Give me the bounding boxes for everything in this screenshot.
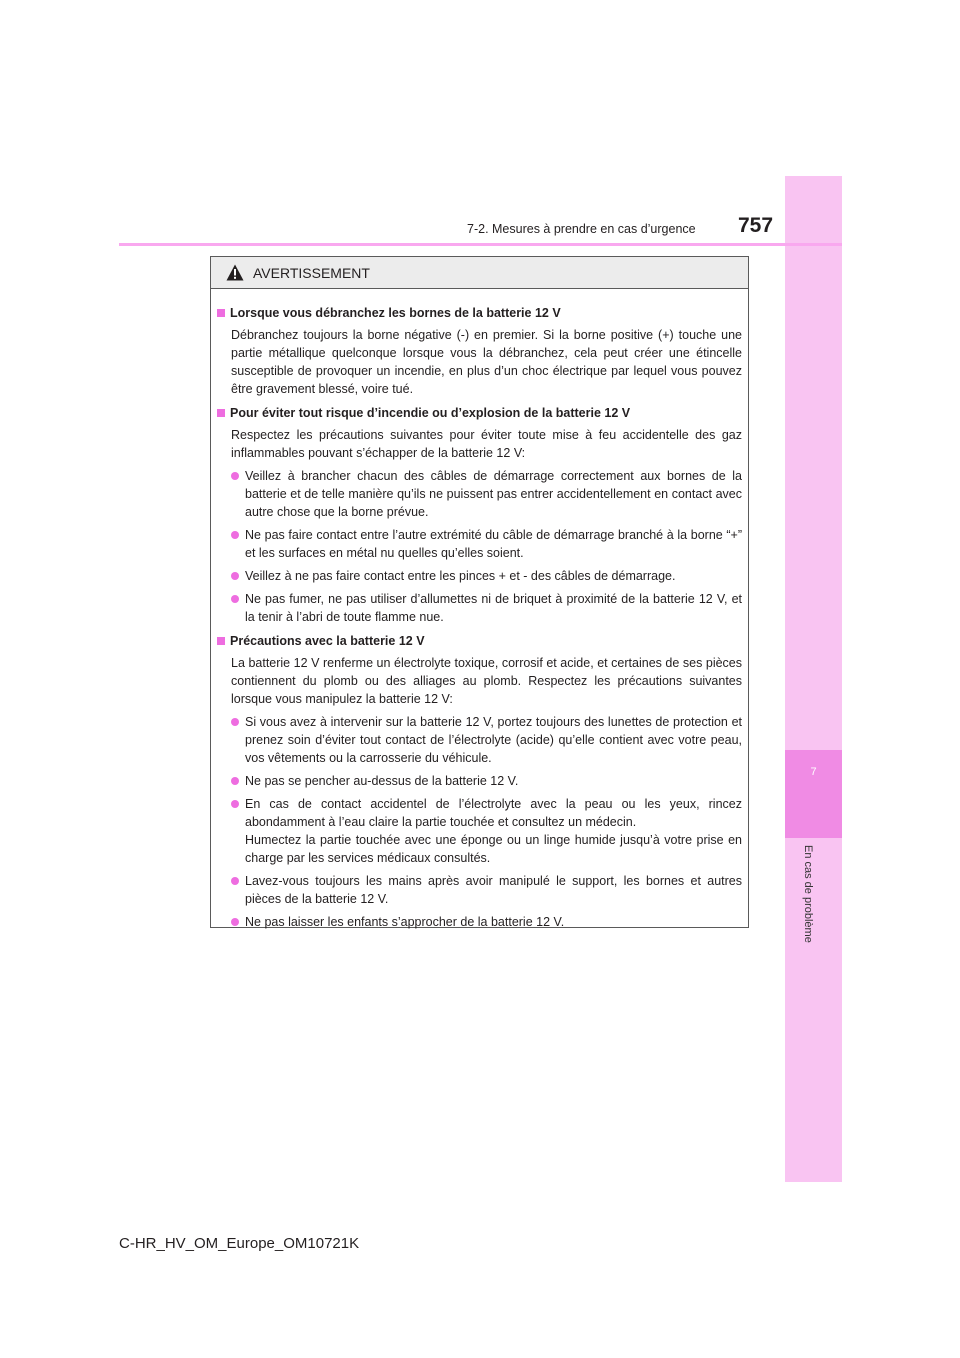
warning-box: [210, 256, 749, 928]
document-code: C-HR_HV_OM_Europe_OM10721K: [119, 1235, 360, 1252]
list-item: Ne pas se pencher au-dessus de la batterie 12 V.: [231, 772, 742, 790]
round-bullet-icon: [231, 800, 239, 808]
section-text: La batterie 12 V renferme un électrolyte toxique, corrosif et acide, et certaines de ses pièces contiennent du plomb ou des alliages au plomb. Respectez les précautions suivantes lorsque vous manipulez la batterie 12 V:: [231, 656, 742, 706]
chapter-title: En cas de problème: [802, 845, 814, 943]
round-bullet-icon: [231, 472, 239, 480]
section-title: 7-2. Mesures à prendre en cas d’urgence: [467, 222, 696, 236]
warning-title: AVERTISSEMENT: [253, 264, 370, 281]
round-bullet-icon: [231, 595, 239, 603]
round-bullet-icon: [231, 777, 239, 785]
list-item: Si vous avez à intervenir sur la batterie 12 V, portez toujours des lunettes de protection et prenez soin d’éviter tout contact de l’électrolyte (acide) qu’elle contient avec votre peau, vos vêtements ou la carrosserie du véhicule.: [231, 713, 742, 767]
round-bullet-icon: [231, 877, 239, 885]
square-bullet-icon: [217, 637, 225, 645]
round-bullet-icon: [231, 572, 239, 580]
list-item-text: En cas de contact accidentel de l’électrolyte avec la peau ou les yeux, rincez abondamment à l’eau claire la partie touchée et consultez un médecin.: [245, 797, 742, 829]
section-heading: Lorsque vous débranchez les bornes de la batterie 12 V: [217, 304, 742, 322]
round-bullet-icon: [231, 918, 239, 926]
list-item: Ne pas laisser les enfants s’approcher de la batterie 12 V.: [231, 913, 742, 931]
section-heading: Pour éviter tout risque d’incendie ou d’explosion de la batterie 12 V: [217, 404, 742, 422]
round-bullet-icon: [231, 718, 239, 726]
list-item: Veillez à ne pas faire contact entre les pinces + et - des câbles de démarrage.: [231, 567, 742, 585]
chapter-side-tab-active: [785, 750, 842, 838]
chapter-side-tab: [785, 176, 842, 1182]
square-bullet-icon: [217, 409, 225, 417]
page-number: 757: [738, 214, 774, 237]
section-text: Respectez les précautions suivantes pour éviter toute mise à feu accidentelle des gaz inflammables pouvant s’échapper de la batterie 12 V:: [231, 428, 742, 460]
list-item: Lavez-vous toujours les mains après avoir manipulé le support, les bornes et autres pièces de la batterie 12 V.: [231, 872, 742, 908]
list-item-continuation: Humectez la partie touchée avec une éponge ou un linge humide jusqu’à votre prise en charge par les services médicaux consultés.: [245, 833, 742, 865]
list-item: Ne pas faire contact entre l’autre extrémité du câble de démarrage branché à la borne “+” et les surfaces en métal nu quelles qu’elles soient.: [231, 526, 742, 562]
header-rule: [119, 243, 842, 246]
section-text: Débranchez toujours la borne négative (-) en premier. Si la borne positive (+) touche une partie métallique quelconque lorsque vous la débranchez, cela peut créer une étincelle susceptible de provoquer un incendie, en plus d’un choc électrique par lequel vous pouvez être gravement blessé, voire tué.: [231, 328, 742, 396]
round-bullet-icon: [231, 531, 239, 539]
chapter-number: 7: [810, 766, 817, 778]
list-item: [231, 795, 742, 867]
section-heading: Précautions avec la batterie 12 V: [217, 632, 742, 650]
warning-header: [211, 257, 748, 289]
list-item: Ne pas fumer, ne pas utiliser d’allumettes ni de briquet à proximité de la batterie 12 V, et la tenir à l’abri de toute flamme nue.: [231, 590, 742, 626]
warning-body: [211, 289, 748, 931]
square-bullet-icon: [217, 309, 225, 317]
list-item: Veillez à brancher chacun des câbles de démarrage correctement aux bornes de la batterie et de telle manière qu’ils ne puissent pas entrer accidentellement en contact avec autre chose que la borne prévue.: [231, 467, 742, 521]
warning-triangle-icon: [226, 264, 244, 281]
